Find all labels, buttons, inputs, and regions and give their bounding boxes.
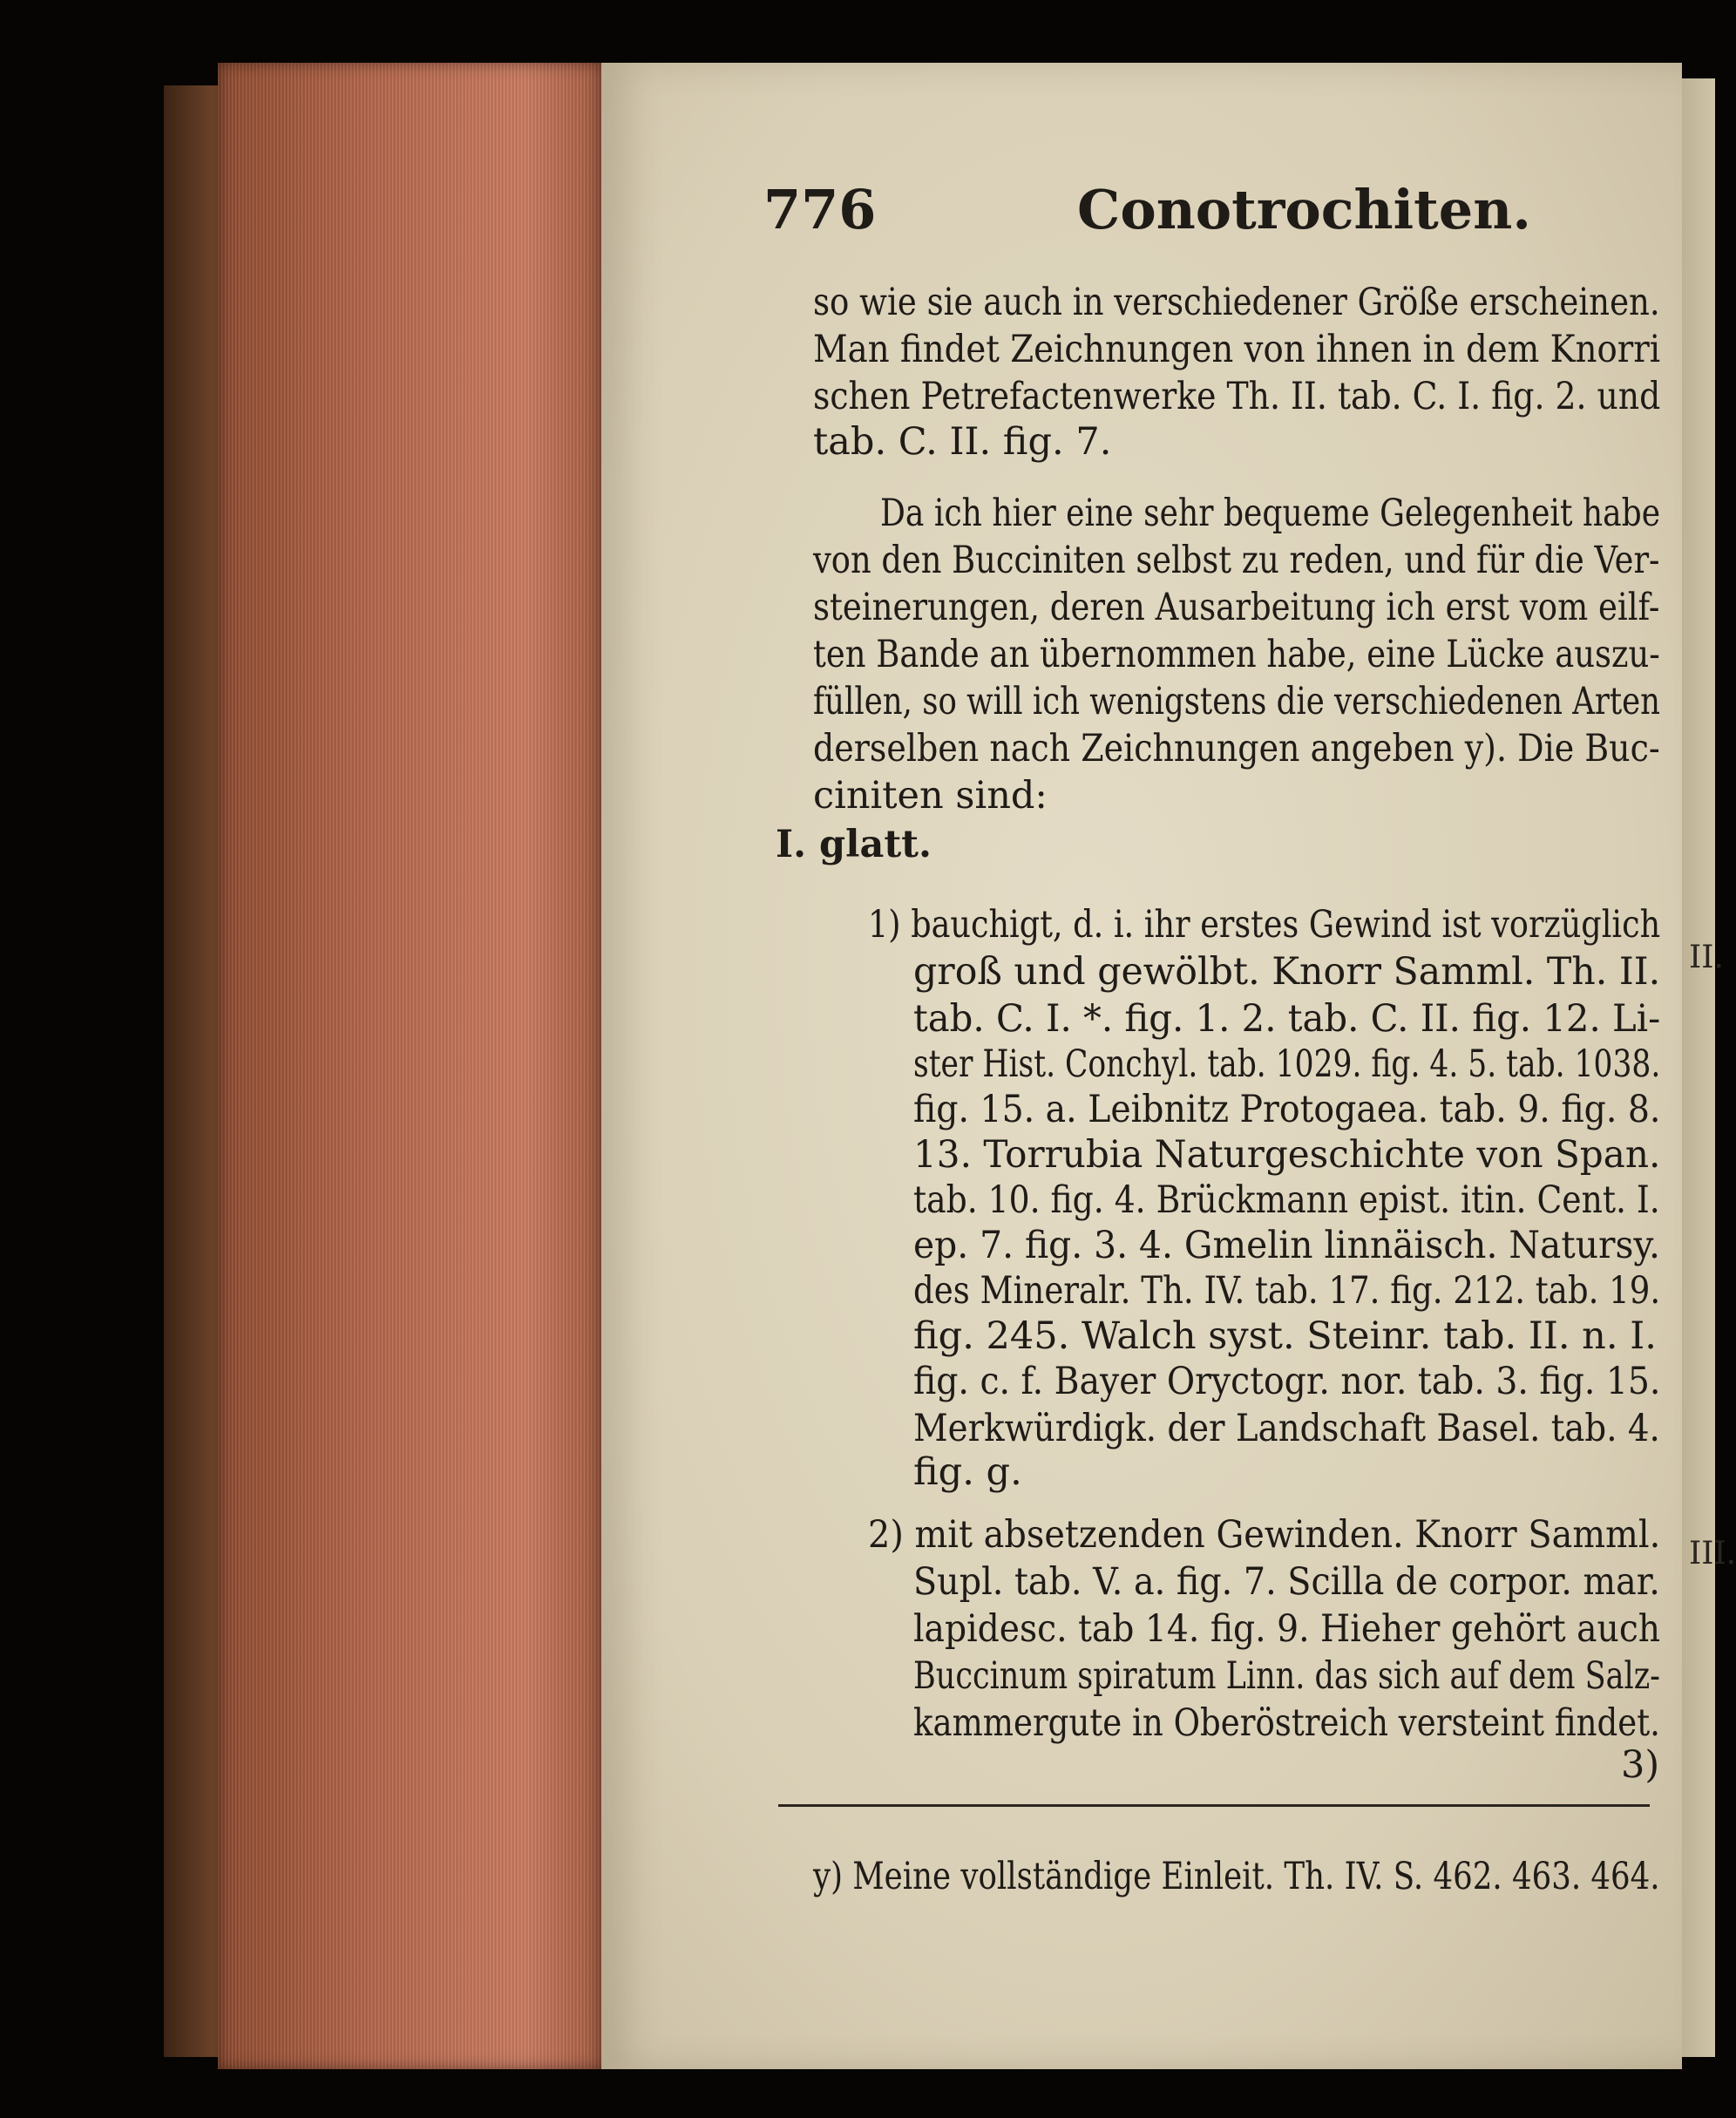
running-head: Conotrochiten. [1077, 178, 1531, 241]
text-line: 13. Torrubia Naturgeschichte von Span. [913, 1133, 1661, 1177]
text-line: steinerungen, deren Ausarbeitung ich erst vom eilf- [813, 586, 1660, 629]
text-line: lapidesc. tab 14. fig. 9. Hieher gehört auch [913, 1607, 1661, 1651]
text-line: ster Hist. Conchyl. tab. 1029. fig. 4. 5. tab. 1038. [913, 1042, 1661, 1086]
catchword: 3) [1621, 1743, 1660, 1787]
text-line: schen Petrefactenwerke Th. II. tab. C. I. fig. 2. und [813, 375, 1661, 418]
text-line: tab. C. II. fig. 7. [813, 420, 1112, 464]
footnote: y) Meine vollständige Einleit. Th. IV. S. 462. 463. 464. [813, 1855, 1660, 1898]
section-heading: I. glatt. [776, 823, 932, 866]
text-line: kammergute in Oberöstreich versteint findet. [913, 1701, 1660, 1745]
text-line: von den Bucciniten selbst zu reden, und für die Ver- [813, 539, 1660, 582]
text-line: ciniten sind: [813, 774, 1048, 818]
page-number: 776 [763, 178, 877, 241]
text-line: Buccinum spiratum Linn. das sich auf dem Salz- [913, 1654, 1661, 1698]
text-line: Supl. tab. V. a. fig. 7. Scilla de corpor. mar. [913, 1560, 1660, 1604]
text-line: fig. 15. a. Leibnitz Protogaea. tab. 9. fig. 8. [913, 1088, 1661, 1131]
text-line: ten Bande an übernommen habe, eine Lücke auszu- [813, 633, 1660, 676]
text-line: Man findet Zeichnungen von ihnen in dem Knorri [813, 328, 1661, 371]
adjacent-page-strip [1678, 78, 1715, 2057]
text-line: tab. 10. fig. 4. Brückmann epist. itin. Cent. I. [913, 1178, 1660, 1222]
text-line: so wie sie auch in verschiedener Größe erscheinen. [813, 281, 1660, 324]
text-line: derselben nach Zeichnungen angeben y). Die Buc- [813, 727, 1660, 770]
adjacent-margin-mark: II. [1689, 940, 1724, 975]
text-line: des Mineralr. Th. IV. tab. 17. fig. 212. tab. 19. [913, 1269, 1661, 1313]
text-line: 2) mit absetzenden Gewinden. Knorr Samml. [868, 1513, 1661, 1557]
text-line: Merkwürdigk. der Landschaft Basel. tab. 4. [913, 1407, 1660, 1450]
adjacent-margin-mark: III. [1689, 1536, 1736, 1572]
text-line: füllen, so will ich wenigstens die verschiedenen Arten [813, 680, 1661, 723]
text-line: fig. 245. Walch syst. Steinr. tab. II. n. I. [913, 1314, 1657, 1358]
text-line: tab. C. I. *. fig. 1. 2. tab. C. II. fig. 12. Li- [913, 997, 1661, 1041]
text-line: ep. 7. fig. 3. 4. Gmelin linnäisch. Natursy. [913, 1224, 1660, 1267]
footnote-rule [778, 1804, 1650, 1807]
text-line: fig. g. [913, 1450, 1022, 1494]
text-line: groß und gewölbt. Knorr Samml. Th. II. [913, 950, 1661, 994]
text-line: 1) bauchigt, d. i. ihr erstes Gewind ist vorzüglich [868, 903, 1661, 947]
text-line: fig. c. f. Bayer Oryctogr. nor. tab. 3. fig. 15. [913, 1360, 1661, 1403]
page-block-edge [218, 63, 601, 2069]
text-line: Da ich hier eine sehr bequeme Gelegenheit habe [880, 492, 1661, 535]
